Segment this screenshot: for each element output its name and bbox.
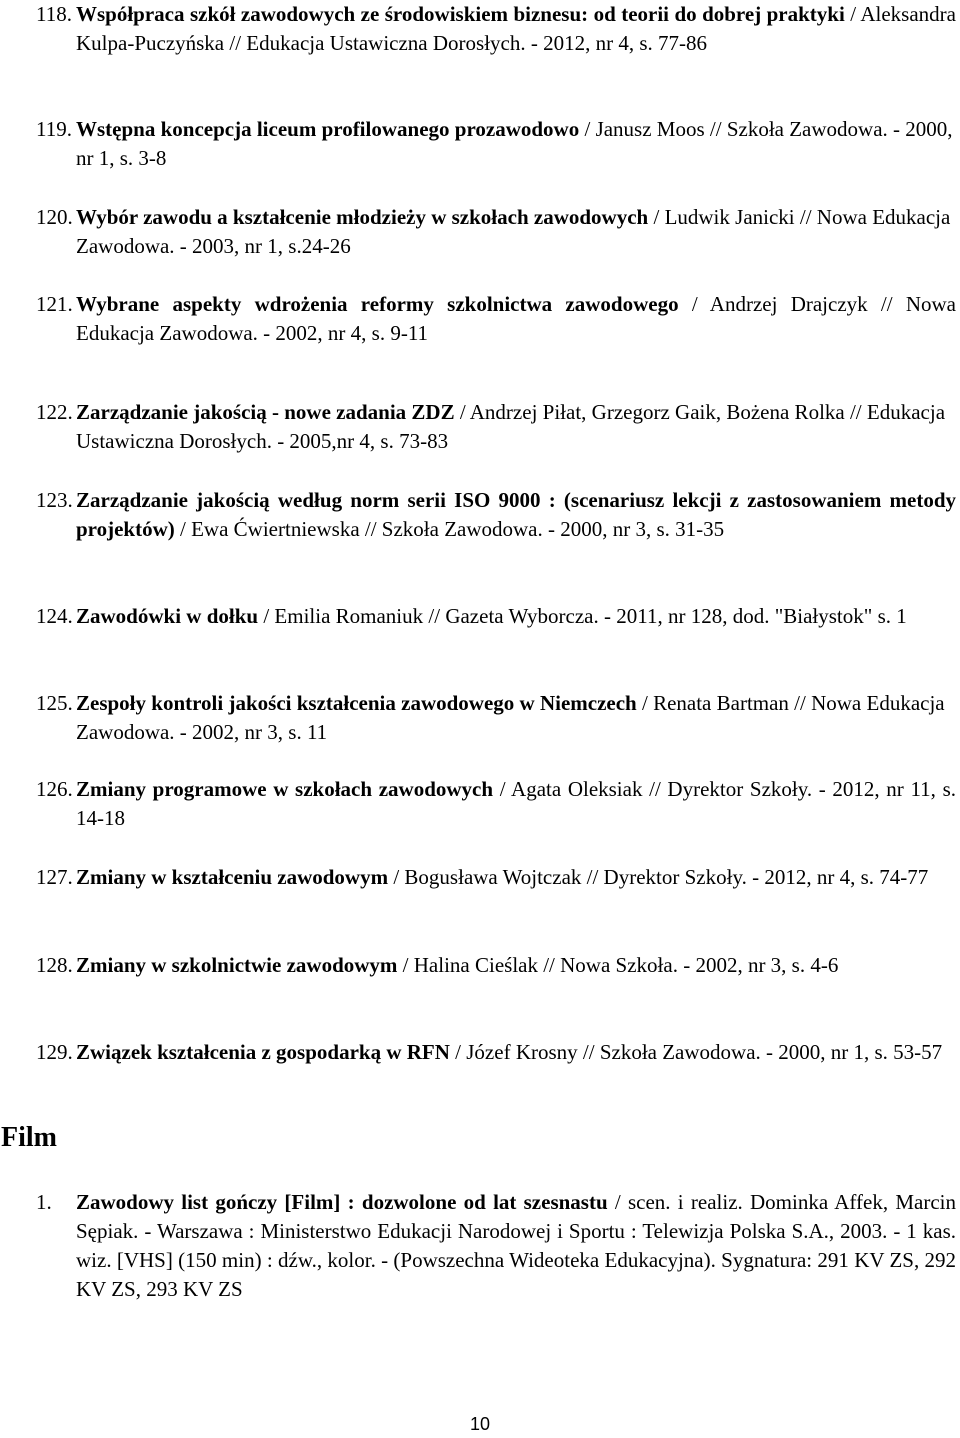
entry-title: Współpraca szkół zawodowych ze środowiskiem biznesu: od teorii do dobrej praktyki (76, 2, 845, 26)
bibliography-entry-119 (36, 115, 956, 173)
entry-details: / Janusz Moos // Szkoła Zawodowa. - 2000, nr 1, s. 3-8 (76, 117, 953, 170)
bibliography-entry-127 (36, 863, 956, 892)
entry-number: 127. (36, 865, 73, 889)
entry-details: / Halina Cieślak // Nowa Szkoła. - 2002, nr 3, s. 4-6 (397, 953, 839, 977)
entry-details: / Józef Krosny // Szkoła Zawodowa. - 2000, nr 1, s. 53-57 (449, 1040, 943, 1064)
entry-details: / Emilia Romaniuk // Gazeta Wyborcza. - 2011, nr 128, dod. "Białystok" s. 1 (258, 604, 907, 628)
entry-number: 128. (36, 953, 73, 977)
entry-details: / Bogusława Wojtczak // Dyrektor Szkoły. - 2012, nr 4, s. 74-77 (388, 865, 929, 889)
bibliography-entry-118 (36, 0, 956, 58)
entry-details: / Renata Bartman // Nowa Edukacja Zawodowa. - 2002, nr 3, s. 11 (76, 691, 945, 744)
entry-details: / Andrzej Drajczyk // Nowa Edukacja Zawodowa. - 2002, nr 4, s. 9-11 (76, 292, 957, 345)
page-number: 10 (469, 1414, 491, 1434)
bibliography-entry-125 (36, 689, 956, 747)
entry-title: Zespoły kontroli jakości kształcenia zawodowego w Niemczech (76, 691, 637, 715)
entry-title: Zarządzanie jakością - nowe zadania ZDZ (76, 400, 455, 424)
entry-number: 126. (36, 777, 73, 801)
entry-number: 119. (36, 117, 72, 141)
entry-details: / Agata Oleksiak // Dyrektor Szkoły. - 2012, nr 11, s. 14-18 (76, 777, 956, 830)
entry-title: Zarządzanie jakością według norm serii ISO 9000 : (scenariusz lekcji z zastosowaniem metody projektów) (76, 488, 956, 541)
entry-number: 118. (36, 2, 72, 26)
entry-number: 129. (36, 1040, 73, 1064)
bibliography-entry-123 (36, 486, 956, 544)
entry-title: Zmiany programowe w szkołach zawodowych (76, 777, 494, 801)
entry-title: Zmiany w szkolnictwie zawodowym (76, 953, 398, 977)
bibliography-entry-124 (36, 602, 956, 631)
entry-title: Wybrane aspekty wdrożenia reformy szkolnictwa zawodowego (76, 292, 679, 316)
entry-number: 1. (36, 1190, 52, 1214)
bibliography-entry-121 (36, 290, 956, 348)
entry-title: Zawodówki w dołku (76, 604, 259, 628)
entry-title: Wstępna koncepcja liceum profilowanego prozawodowo (76, 117, 580, 141)
entry-title: Wybór zawodu a kształcenie młodzieży w szkołach zawodowych (76, 205, 649, 229)
entry-details: / Andrzej Piłat, Grzegorz Gaik, Bożena Rolka // Edukacja Ustawiczna Dorosłych. - 2005,nr 4, s. 73-83 (76, 400, 946, 453)
entry-details: / Aleksandra Kulpa-Puczyńska // Edukacja Ustawiczna Dorosłych. - 2012, nr 4, s. 77-86 (76, 2, 956, 55)
bibliography-entry-129 (36, 1038, 956, 1067)
entry-number: 125. (36, 691, 73, 715)
bibliography-entry-122 (36, 398, 956, 456)
entry-title: Związek kształcenia z gospodarką w RFN (76, 1040, 450, 1064)
entry-number: 120. (36, 205, 73, 229)
entry-details: / Ludwik Janicki // Nowa Edukacja Zawodowa. - 2003, nr 1, s.24-26 (76, 205, 951, 258)
entry-details: / Ewa Ćwiertniewska // Szkoła Zawodowa. - 2000, nr 3, s. 31-35 (174, 517, 725, 541)
entry-title: Zmiany w kształceniu zawodowym (76, 865, 389, 889)
film-entry-1 (36, 1188, 956, 1304)
entry-number: 122. (36, 400, 73, 424)
bibliography-entry-126 (36, 775, 956, 833)
entry-number: 123. (36, 488, 73, 512)
bibliography-entry-128 (36, 951, 956, 980)
entry-details: / scen. i realiz. Dominka Affek, Marcin Sępiak. - Warszawa : Ministerstwo Edukacji Narodowej i Sportu : Telewizja Polska S.A., 2003. - 1 kas. wiz. [VHS] (150 min) : dźw., kolor. - (Powszechna Wideoteka Edukacyjna). Sygnatura: 291 KV ZS, 292 KV ZS, 293 KV ZS (76, 1190, 956, 1301)
section-heading-film: Film (1, 1122, 57, 1153)
entry-number: 124. (36, 604, 73, 628)
entry-title: Zawodowy list gończy [Film] : dozwolone od lat szesnastu (76, 1190, 608, 1214)
entry-number: 121. (36, 292, 73, 316)
bibliography-entry-120 (36, 203, 956, 261)
